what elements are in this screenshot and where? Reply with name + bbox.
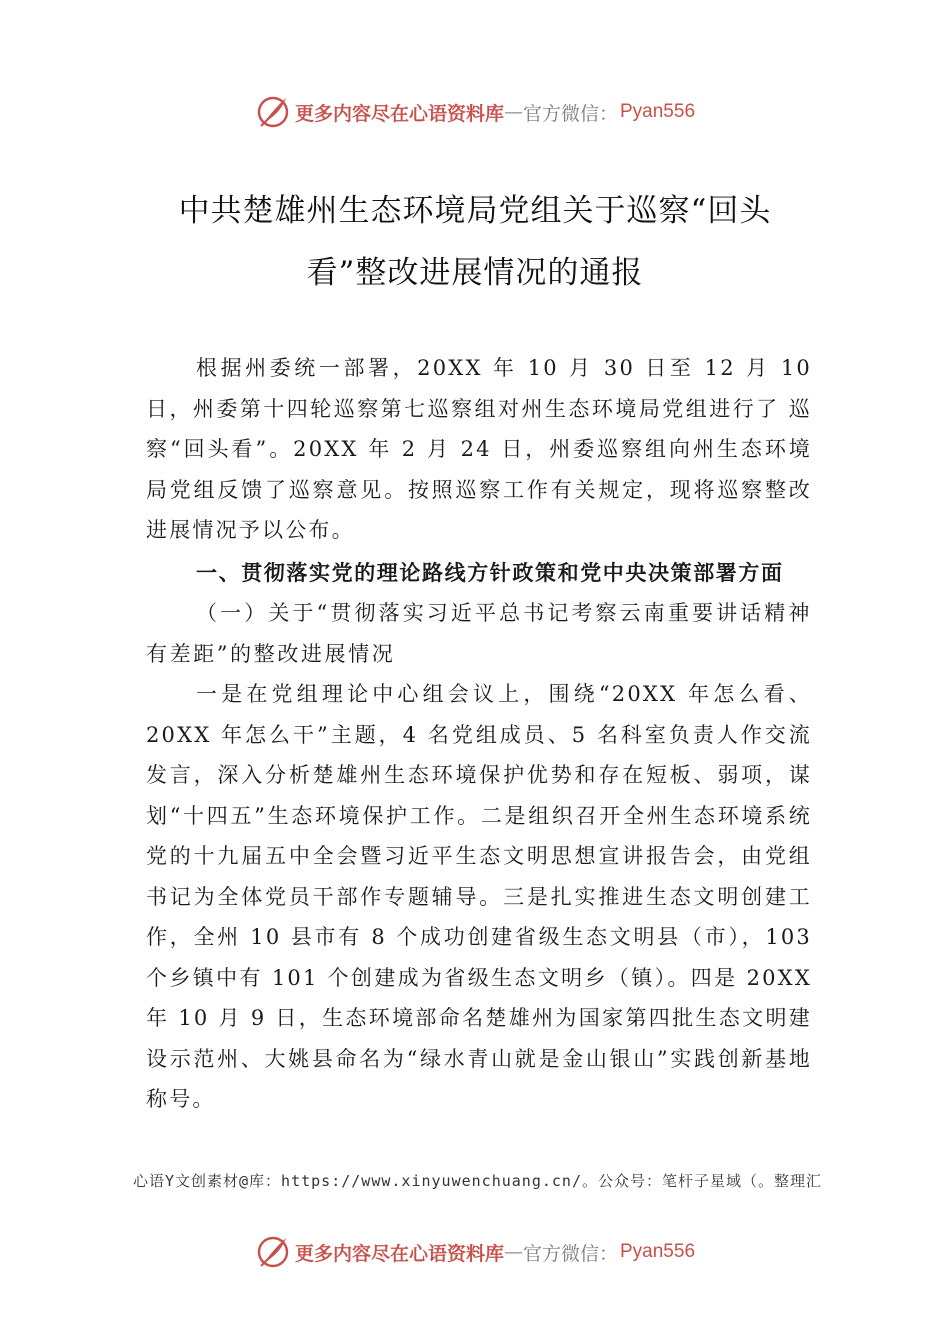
title-line-2: 看”整改进展情况的通报 — [306, 255, 644, 291]
watermark-separator: — — [503, 1241, 523, 1263]
watermark-brand: 更多内容尽在心语资料库 — [294, 102, 504, 125]
feather-seal-icon — [255, 1234, 291, 1270]
watermark-banner-top — [0, 92, 950, 132]
intro-paragraph: 根据州委统一部署，20XX 年 10 月 30 日至 12 月 10 日，州委第十四轮巡察第七巡察组对州生态环境局党组进行了 巡察“回头看”。20XX 年 2 月 24 日，州委巡察组向州生态环境局党组反馈了巡察意见。按照巡察工作有关规定，现将巡察整改进展情况予以公布。 — [146, 356, 812, 542]
section-heading: 一、贯彻落实党的理论路线方针政策和党中央决策部署方面 — [196, 560, 784, 585]
document-title — [120, 180, 830, 304]
watermark-brand: 更多内容尽在心语资料库 — [294, 1242, 504, 1265]
feather-seal-icon — [255, 94, 291, 130]
watermark-wechat-id: Pyan556 — [620, 1241, 696, 1262]
subsection-heading: （一）关于“贯彻落实习近平总书记考察云南重要讲话精神有差距”的整改进展情况 — [146, 601, 812, 666]
watermark-wechat-id: Pyan556 — [620, 101, 696, 122]
watermark-wechat-label: 官方微信： — [522, 1242, 618, 1265]
document-body — [146, 348, 812, 1120]
watermark-separator: — — [503, 101, 523, 123]
title-line-1: 中共楚雄州生态环境局党组关于巡察“回头 — [178, 193, 772, 229]
footer-source-note: 心语Y文创素材@库：https://www.xinyuwenchuang.cn/。公众号：笔杆子星域（。整理汇 — [133, 1172, 822, 1190]
watermark-banner-bottom — [0, 1232, 950, 1272]
subsection-body: 一是在党组理论中心组会议上，围绕“20XX 年怎么看、20XX 年怎么干”主题，4 名党组成员、5 名科室负责人作交流发言，深入分析楚雄州生态环境保护优势和存在短板、弱项，谋划“十四五”生态环境保护工作。二是组织召开全州生态环境系统党的十九届五中全会暨习近平生态文明思想宣讲报告会，由党组书记为全体党员干部作专题辅导。三是扎实推进生态文明创建工作，全州 10 县市有 8 个成功创建省级生态文明县（市），103 个乡镇中有 101 个创建成为省级生态文明乡（镇）。四是 20XX 年 10 月 9 日，生态环境部命名楚雄州为国家第四批生态文明建设示范州、大姚县命名为“绿水青山就是金山银山”实践创新基地称号。 — [146, 682, 812, 1111]
watermark-wechat-label: 官方微信： — [522, 102, 618, 125]
